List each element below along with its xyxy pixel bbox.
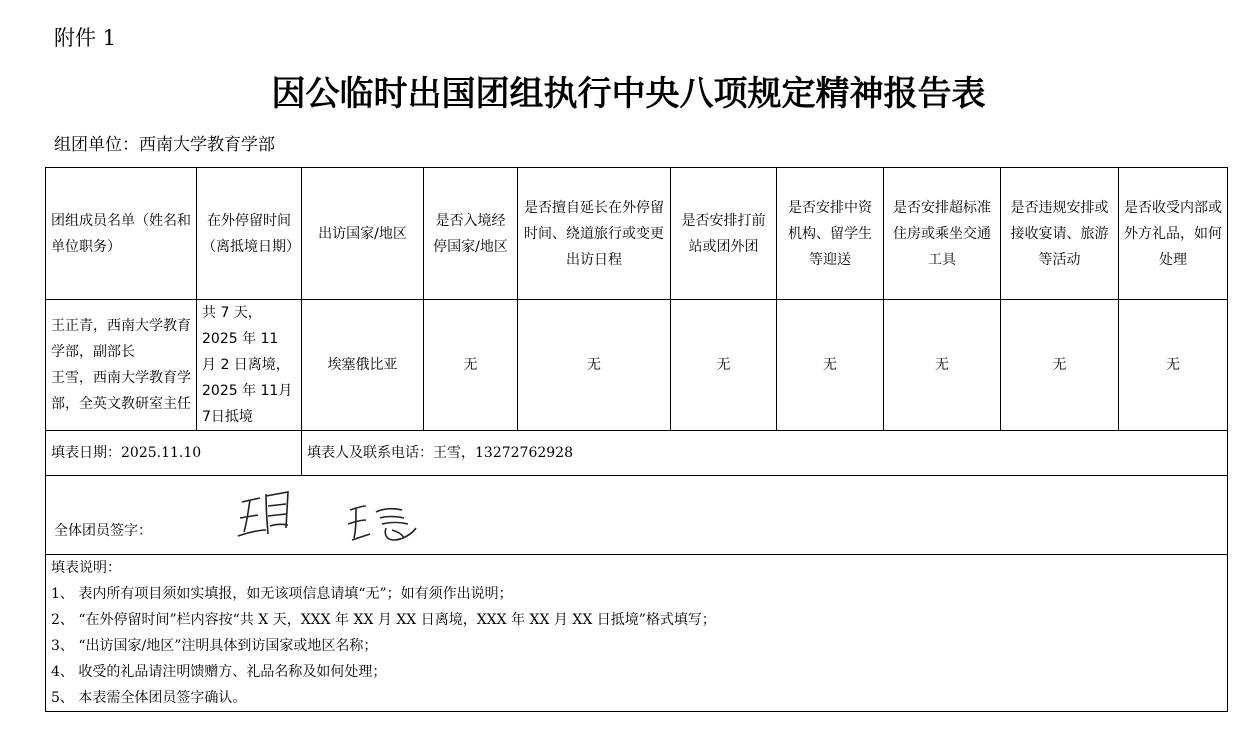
header-cell: 是否入境经停国家/地区 xyxy=(424,168,518,300)
member-entry: 王正青，西南大学教育学部，副部长 xyxy=(51,318,191,360)
answer-cell: 无 xyxy=(884,300,1001,431)
answer-cell: 无 xyxy=(671,300,777,431)
header-cell: 在外停留时间（离抵境日期） xyxy=(197,168,302,300)
annex-label: 附件 1 xyxy=(54,26,117,50)
table-row xyxy=(46,300,1228,431)
handwritten-signature-1 xyxy=(236,488,298,542)
header-cell: 团组成员名单（姓名和单位职务） xyxy=(46,168,197,300)
report-table xyxy=(45,167,1228,712)
answer-cell: 无 xyxy=(424,300,518,431)
answer-cell: 无 xyxy=(1119,300,1228,431)
signature-row xyxy=(46,476,1228,555)
notes-item: 3、 “出访国家/地区”注明具体到访国家或地区名称； xyxy=(51,638,378,654)
fill-date: 填表日期：2025.11.10 xyxy=(46,431,302,476)
signature-cell xyxy=(46,476,1228,555)
header-cell: 是否安排超标准住房或乘坐交通工具 xyxy=(884,168,1001,300)
header-cell: 是否安排中资机构、留学生等迎送 xyxy=(777,168,884,300)
handwritten-signature-2 xyxy=(346,498,426,546)
header-cell: 是否收受内部或外方礼品，如何处理 xyxy=(1119,168,1228,300)
page-title: 因公临时出国团组执行中央八项规定精神报告表 xyxy=(271,74,986,114)
notes-row xyxy=(46,555,1228,712)
notes-heading: 填表说明： xyxy=(51,560,121,576)
member-entry: 王雪，西南大学教育学部，全英文教研室主任 xyxy=(51,370,191,412)
country-cell: 埃塞俄比亚 xyxy=(302,300,424,431)
header-cell: 出访国家/地区 xyxy=(302,168,424,300)
organizer-value: 西南大学教育学部 xyxy=(139,135,275,155)
notes-item: 5、 本表需全体团员签字确认。 xyxy=(51,690,247,706)
notes-cell xyxy=(46,555,1228,712)
answer-cell: 无 xyxy=(1001,300,1119,431)
filler-contact: 填表人及联系电话：王雪，13272762928 xyxy=(302,431,1228,476)
answer-cell: 无 xyxy=(518,300,671,431)
answer-cell: 无 xyxy=(777,300,884,431)
organizer xyxy=(54,130,275,155)
signature-label: 全体团员签字： xyxy=(54,523,152,539)
stay-cell: 共 7 天，2025 年 11 月 2 日离境，2025 年 11月 7日抵境 xyxy=(197,300,302,431)
members-cell xyxy=(46,300,197,431)
fill-info-row xyxy=(46,431,1228,476)
notes-item: 2、 “在外停留时间”栏内容按“共 X 天，XXX 年 XX 月 XX 日离境，XXX 年 XX 月 XX 日抵境”格式填写； xyxy=(51,612,716,628)
header-cell: 是否擅自延长在外停留时间、绕道旅行或变更出访日程 xyxy=(518,168,671,300)
organizer-label: 组团单位： xyxy=(54,135,139,155)
header-cell: 是否安排打前站或团外团 xyxy=(671,168,777,300)
header-row xyxy=(46,168,1228,300)
header-cell: 是否违规安排或接收宴请、旅游等活动 xyxy=(1001,168,1119,300)
notes-item: 4、 收受的礼品请注明馈赠方、礼品名称及如何处理； xyxy=(51,664,387,680)
notes-item: 1、 表内所有项目须如实填报，如无该项信息请填“无”；如有须作出说明； xyxy=(51,586,513,602)
